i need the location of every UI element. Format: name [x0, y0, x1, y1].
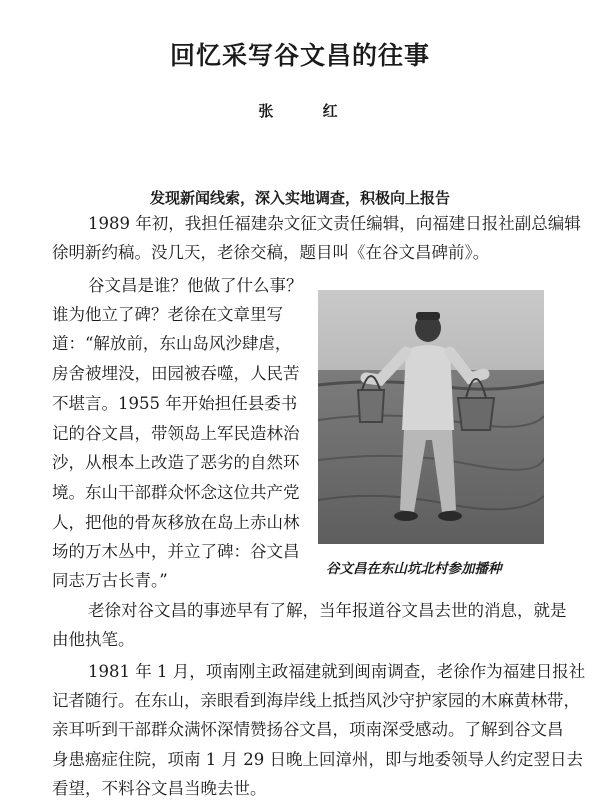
body-line: 记的谷文昌，带领岛上军民造林治: [52, 424, 300, 443]
author-name: 张 红: [258, 102, 360, 120]
body-line: 老徐对谷文昌的事迹早有了解，当年报道谷文昌去世的消息，就是: [88, 601, 567, 620]
figure-photo: [318, 290, 544, 544]
body-line: 谷文昌是谁？他做了什么事？: [88, 276, 303, 295]
body-line: 身患癌症住院，项南 1 月 29 日晚上回漳州，即与地委领导人约定翌日去: [52, 750, 583, 769]
farmer-photo-graphic: [318, 290, 544, 544]
body-line: 徐明新约稿。没几天，老徐交稿，题目叫《在谷文昌碑前》。: [52, 243, 490, 262]
body-line: 道：“解放前，东山岛风沙肆虐，: [52, 334, 292, 353]
article-title: 回忆采写谷文昌的往事: [169, 41, 430, 70]
body-line: 房舍被埋没，田园被吞噬，人民苦: [52, 364, 300, 383]
figure-caption: 谷文昌在东山坑北村参加播种: [326, 561, 502, 577]
body-line: 亲耳听到干部群众满怀深情赞扬谷文昌，项南深受感动。了解到谷文昌: [52, 720, 564, 739]
body-line: 不堪言。1955 年开始担任县委书: [52, 394, 298, 413]
body-line: 同志万古长青。”: [52, 571, 168, 590]
body-line: 看望，不料谷文昌当晚去世。: [52, 779, 267, 798]
body-line: 境。东山干部群众怀念这位共产党: [52, 483, 300, 502]
body-line: 由他执笔。: [52, 630, 135, 649]
body-line: 1989 年初，我担任福建杂文征文责任编辑，向福建日报社副总编辑: [88, 214, 581, 233]
body-line: 记者随行。在东山，亲眼看到海岸线上抵挡风沙守护家园的木麻黄林带，: [52, 691, 580, 710]
body-line: 1981 年 1 月，项南刚主政福建就到闽南调查，老徐作为福建日报社: [88, 662, 586, 681]
section-heading: 发现新闻线索，深入实地调查，积极向上报告: [149, 189, 450, 207]
body-line: 人，把他的骨灰移放在岛上赤山林: [52, 513, 300, 532]
body-line: 谁为他立了碑？老徐在文章里写: [52, 305, 283, 324]
body-line: 沙，从根本上改造了恶劣的自然环: [52, 453, 300, 472]
body-line: 场的万木丛中，并立了碑：谷文昌: [52, 542, 300, 561]
